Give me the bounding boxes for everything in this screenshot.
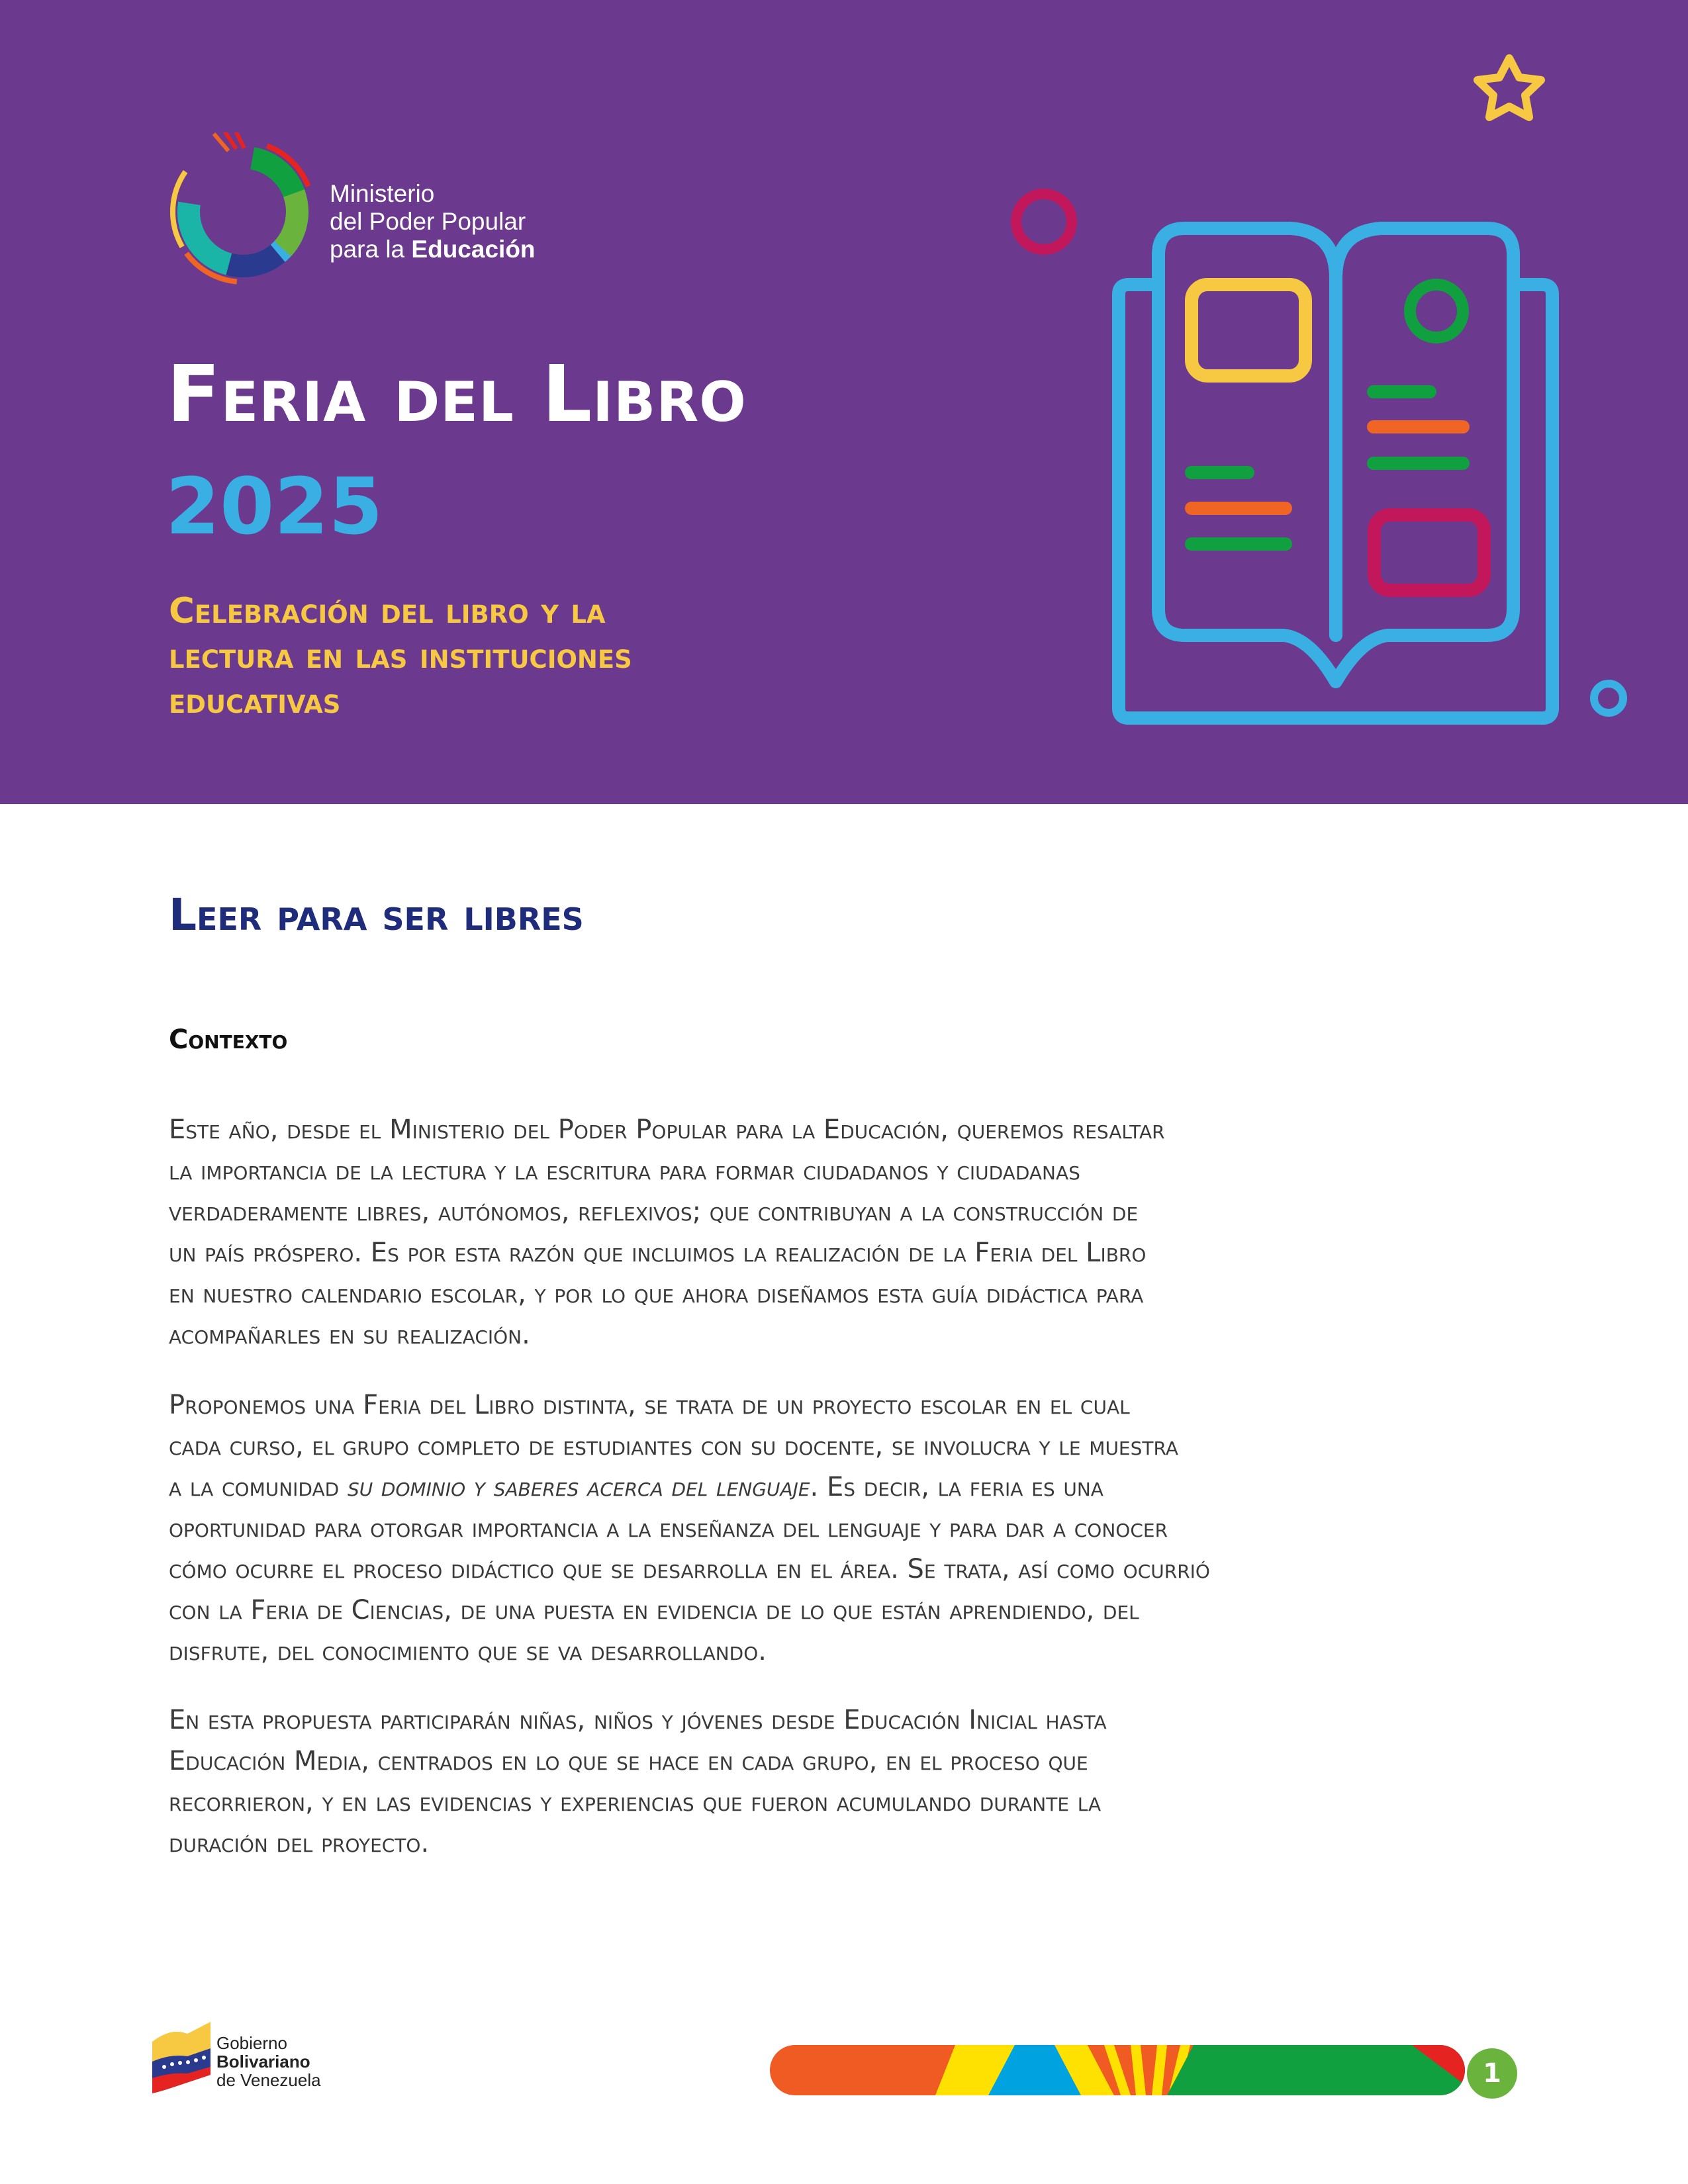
- gov-line-1: Gobierno: [216, 2033, 287, 2053]
- paragraph-line: con la Feria de Ciencias, de una puesta en evidencia de lo que están aprendiendo, del: [169, 1595, 1139, 1625]
- ministry-line-1: Ministerio: [330, 180, 435, 207]
- paragraph-line: Este año, desde el Ministerio del Poder Popular para la Educación, queremos resaltar: [169, 1115, 1165, 1145]
- emphasis-text: su dominio y saberes acerca del lenguaje: [347, 1472, 810, 1502]
- gov-line-3: de Venezuela: [216, 2070, 321, 2090]
- paragraph-line: cómo ocurre el proceso didáctico que se desarrolla en el área. Se trata, así como ocurrió: [169, 1554, 1210, 1584]
- paragraph-2: [169, 1385, 1519, 1672]
- paragraph-1: [169, 1109, 1519, 1355]
- paragraph-line: un país próspero. Es por esta razón que incluimos la realización de la Feria del Libro: [169, 1238, 1147, 1268]
- page-subtitle: [169, 589, 897, 724]
- decorative-color-bar: [770, 2045, 1465, 2095]
- paragraph-line: disfrute, del conocimiento que se va desarrollando.: [169, 1636, 767, 1666]
- paragraph-line: oportunidad para otorgar importancia a la enseñanza del lenguaje y para dar a conocer: [169, 1513, 1168, 1543]
- paragraph-line: verdaderamente libres, autónomos, reflexivos; que contribuyan a la construcción de: [169, 1197, 1139, 1227]
- government-logo-text: [216, 2034, 321, 2089]
- ministry-logo-text: [330, 180, 536, 263]
- ministry-line-3: para la Educación: [330, 236, 536, 263]
- gov-line-2: Bolivariano: [216, 2052, 310, 2071]
- paragraph-line: duración del proyecto.: [169, 1828, 430, 1858]
- section-title: Leer para ser libres: [169, 889, 584, 940]
- ministry-line-2: del Poder Popular: [330, 208, 526, 235]
- page-title: Feria del Libro: [167, 348, 747, 439]
- paragraph-3: [169, 1700, 1519, 1864]
- page-number-badge: 1: [1467, 2048, 1517, 2099]
- year-label: 2025: [165, 461, 383, 552]
- subtitle-line: Celebración del libro y la: [169, 591, 606, 631]
- open-book-icon: [1119, 228, 1552, 718]
- paragraph-line: la importancia de la lectura y la escritura para formar ciudadanos y ciudadanas: [169, 1156, 1080, 1186]
- paragraph-line: en nuestro calendario escolar, y por lo que ahora diseñamos esta guía didáctica para: [169, 1279, 1144, 1309]
- paragraph-line: acompañarles en su realización.: [169, 1320, 530, 1350]
- paragraph-line: recorrieron, y en las evidencias y experiencias que fueron acumulando durante la: [169, 1787, 1102, 1817]
- paragraph-line: En esta propuesta participarán niñas, niños y jóvenes desde Educación Inicial hasta: [169, 1705, 1107, 1735]
- paragraph-line: cada curso, el grupo completo de estudiantes con su docente, se involucra y le muestra: [169, 1431, 1178, 1461]
- sub-heading: Contexto: [169, 1024, 288, 1055]
- subtitle-line: educativas: [169, 681, 341, 721]
- subtitle-line: lectura en las instituciones: [169, 636, 632, 676]
- paragraph-line: Proponemos una Feria del Libro distinta, se trata de un proyecto escolar en el cual: [169, 1390, 1130, 1420]
- paragraph-line: Educación Media, centrados en lo que se hace en cada grupo, en el proceso que: [169, 1746, 1088, 1776]
- ring-icon-blue: [1594, 684, 1623, 713]
- star-icon: [1477, 58, 1541, 117]
- header-banner: [0, 0, 1688, 804]
- ring-icon-magenta: [1016, 194, 1072, 250]
- paragraph-line: a la comunidad su dominio y saberes acerca del lenguaje. Es decir, la feria es una: [169, 1472, 1103, 1502]
